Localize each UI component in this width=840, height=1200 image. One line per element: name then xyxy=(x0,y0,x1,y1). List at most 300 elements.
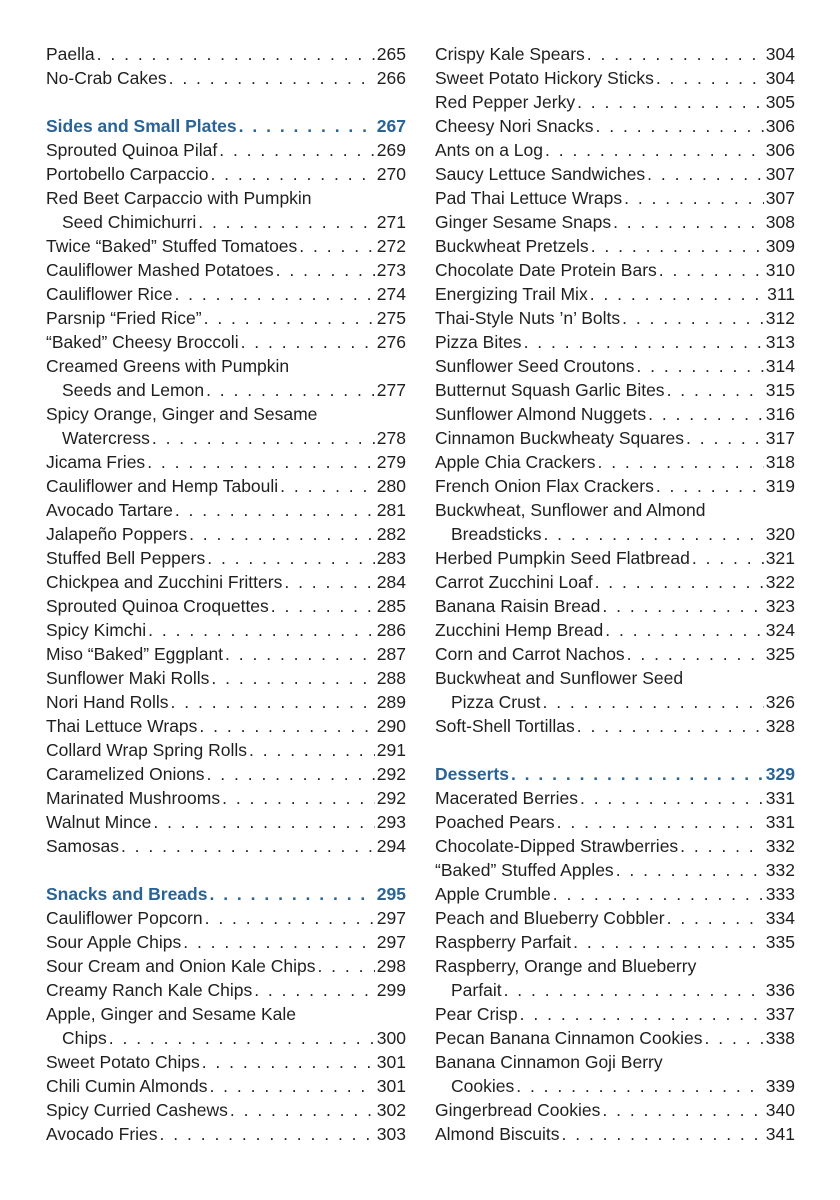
page-number: 302 xyxy=(376,1100,406,1120)
entry-title: Breadsticks xyxy=(451,524,542,544)
page-number: 300 xyxy=(376,1028,406,1048)
index-entry xyxy=(46,834,406,858)
entry-title: Spicy Curried Cashews xyxy=(46,1100,228,1120)
page-number: 304 xyxy=(765,44,795,64)
entry-title: Seed Chimichurri xyxy=(62,212,197,232)
section-heading xyxy=(435,762,795,786)
page-number: 287 xyxy=(376,644,406,664)
dot-leader xyxy=(705,1026,764,1050)
dot-leader xyxy=(198,210,375,234)
index-entry xyxy=(46,426,406,450)
index-entry xyxy=(435,810,795,834)
index-entry xyxy=(46,282,406,306)
index-entry xyxy=(435,42,795,66)
entry-title: Crispy Kale Spears xyxy=(435,44,585,64)
index-entry xyxy=(46,786,406,810)
entry-title: Pear Crisp xyxy=(435,1004,518,1024)
page-number: 322 xyxy=(765,572,795,592)
dot-leader xyxy=(152,426,375,450)
dot-leader xyxy=(210,162,374,186)
page-number: 299 xyxy=(376,980,406,1000)
dot-leader xyxy=(206,378,375,402)
entry-title: Buckwheat and Sunflower Seed xyxy=(435,668,684,688)
entry-title: Poached Pears xyxy=(435,812,555,832)
index-entry xyxy=(46,978,406,1002)
dot-leader xyxy=(596,114,764,138)
dot-leader xyxy=(230,1098,375,1122)
dot-leader xyxy=(147,450,375,474)
index-entry xyxy=(46,354,406,378)
index-entry xyxy=(46,402,406,426)
index-entry xyxy=(46,162,406,186)
index-entry xyxy=(435,882,795,906)
entry-title: Sunflower Almond Nuggets xyxy=(435,404,647,424)
page-number: 278 xyxy=(376,428,406,448)
entry-title: Sweet Potato Hickory Sticks xyxy=(435,68,654,88)
entry-title: Stuffed Bell Peppers xyxy=(46,548,206,568)
page-number: 297 xyxy=(376,908,406,928)
dot-leader xyxy=(616,858,764,882)
entry-title: Buckwheat, Sunflower and Almond xyxy=(435,500,706,520)
entry-title: Herbed Pumpkin Seed Flatbread xyxy=(435,548,690,568)
entry-title: Spicy Orange, Ginger and Sesame xyxy=(46,404,318,424)
dot-leader xyxy=(189,522,375,546)
dot-leader xyxy=(97,42,375,66)
index-entry xyxy=(435,402,795,426)
index-entry xyxy=(46,522,406,546)
index-entry xyxy=(435,642,795,666)
entry-title: Energizing Trail Mix xyxy=(435,284,588,304)
index-entry xyxy=(46,1026,406,1050)
dot-leader xyxy=(553,882,764,906)
page-number: 284 xyxy=(376,572,406,592)
dot-leader xyxy=(504,978,764,1002)
index-entry xyxy=(435,906,795,930)
dot-leader xyxy=(647,162,764,186)
page-number: 321 xyxy=(765,548,795,568)
entry-title: Raspberry Parfait xyxy=(435,932,572,952)
dot-leader xyxy=(680,834,764,858)
dot-leader xyxy=(590,282,765,306)
entry-title: Ginger Sesame Snaps xyxy=(435,212,612,232)
index-entry xyxy=(435,522,795,546)
dot-leader xyxy=(659,258,764,282)
dot-leader xyxy=(225,642,375,666)
entry-title: Cauliflower Mashed Potatoes xyxy=(46,260,274,280)
page-number: 336 xyxy=(765,980,795,1000)
index-entry xyxy=(46,762,406,786)
entry-title: Collard Wrap Spring Rolls xyxy=(46,740,248,760)
dot-leader xyxy=(207,546,375,570)
index-entry xyxy=(46,570,406,594)
dot-leader xyxy=(667,906,764,930)
entry-title: Parsnip “Fried Rice” xyxy=(46,308,202,328)
entry-title: Cauliflower Rice xyxy=(46,284,173,304)
dot-leader xyxy=(686,426,764,450)
page-number: 291 xyxy=(376,740,406,760)
page-number: 311 xyxy=(767,284,795,304)
index-entry xyxy=(435,786,795,810)
entry-title: Chips xyxy=(62,1028,107,1048)
entry-title: Marinated Mushrooms xyxy=(46,788,221,808)
entry-title: Samosas xyxy=(46,836,119,856)
index-entry xyxy=(435,186,795,210)
page-number: 277 xyxy=(376,380,406,400)
page-number: 286 xyxy=(376,620,406,640)
entry-title: Apple, Ginger and Sesame Kale xyxy=(46,1004,297,1024)
page-number: 298 xyxy=(376,956,406,976)
page-number: 325 xyxy=(765,644,795,664)
page-number: 267 xyxy=(376,116,406,136)
entry-title: Saucy Lettuce Sandwiches xyxy=(435,164,646,184)
page-number: 275 xyxy=(376,308,406,328)
entry-title: Cheesy Nori Snacks xyxy=(435,116,594,136)
index-entry xyxy=(46,1074,406,1098)
page-number: 313 xyxy=(765,332,795,352)
entry-title: Seeds and Lemon xyxy=(62,380,205,400)
section-gap xyxy=(435,738,795,762)
index-entry xyxy=(435,834,795,858)
page-number: 338 xyxy=(765,1028,795,1048)
entry-title: Chili Cumin Almonds xyxy=(46,1076,208,1096)
entry-title: Chocolate Date Protein Bars xyxy=(435,260,657,280)
section-heading-title: Sides and Small Plates xyxy=(46,116,237,136)
page-number: 316 xyxy=(765,404,795,424)
page-number: 306 xyxy=(765,140,795,160)
page-number: 310 xyxy=(765,260,795,280)
dot-leader xyxy=(222,786,375,810)
dot-leader xyxy=(577,90,764,114)
index-entry xyxy=(46,738,406,762)
page-number: 280 xyxy=(376,476,406,496)
entry-title: Chocolate-Dipped Strawberries xyxy=(435,836,679,856)
dot-leader xyxy=(207,762,375,786)
dot-leader xyxy=(271,594,375,618)
entry-title: Corn and Carrot Nachos xyxy=(435,644,625,664)
entry-title: Soft-Shell Tortillas xyxy=(435,716,575,736)
index-entry xyxy=(46,474,406,498)
dot-leader xyxy=(284,570,374,594)
entry-title: Zucchini Hemp Bread xyxy=(435,620,604,640)
dot-leader xyxy=(219,138,375,162)
page-number: 319 xyxy=(765,476,795,496)
page-number: 332 xyxy=(765,860,795,880)
dot-leader xyxy=(624,186,764,210)
page-number: 269 xyxy=(376,140,406,160)
entry-title: Apple Chia Crackers xyxy=(435,452,596,472)
page-number: 331 xyxy=(765,788,795,808)
dot-leader xyxy=(577,714,764,738)
dot-leader xyxy=(656,474,764,498)
index-entry xyxy=(435,474,795,498)
page-number: 323 xyxy=(765,596,795,616)
page-number: 337 xyxy=(765,1004,795,1024)
index-entry xyxy=(435,1098,795,1122)
page-number: 289 xyxy=(376,692,406,712)
page-number: 265 xyxy=(376,44,406,64)
dot-leader xyxy=(160,1122,375,1146)
entry-title: Raspberry, Orange and Blueberry xyxy=(435,956,697,976)
index-entry xyxy=(435,570,795,594)
index-entry xyxy=(46,546,406,570)
page-number: 309 xyxy=(765,236,795,256)
page-number: 314 xyxy=(765,356,795,376)
entry-title: Apple Crumble xyxy=(435,884,551,904)
page-number: 307 xyxy=(765,164,795,184)
dot-leader xyxy=(239,114,375,138)
entry-title: Red Beet Carpaccio with Pumpkin xyxy=(46,188,312,208)
page-number: 295 xyxy=(376,884,406,904)
index-entry xyxy=(46,330,406,354)
dot-leader xyxy=(622,306,764,330)
page-number: 329 xyxy=(765,764,795,784)
index-entry xyxy=(435,354,795,378)
index-entry xyxy=(435,1002,795,1026)
index-entry xyxy=(46,378,406,402)
page-number: 271 xyxy=(376,212,406,232)
page-number: 297 xyxy=(376,932,406,952)
page-number: 288 xyxy=(376,668,406,688)
entry-title: Peach and Blueberry Cobbler xyxy=(435,908,665,928)
dot-leader xyxy=(562,1122,764,1146)
entry-title: Creamy Ranch Kale Chips xyxy=(46,980,253,1000)
index-entry xyxy=(46,690,406,714)
section-gap xyxy=(46,858,406,882)
page-number: 270 xyxy=(376,164,406,184)
dot-leader xyxy=(209,1074,374,1098)
dot-leader xyxy=(627,642,764,666)
entry-title: Cinnamon Buckwheaty Squares xyxy=(435,428,685,448)
dot-leader xyxy=(299,234,375,258)
section-heading-title: Desserts xyxy=(435,764,509,784)
index-entry xyxy=(46,1122,406,1146)
dot-leader xyxy=(205,906,375,930)
dot-leader xyxy=(199,714,374,738)
index-entry xyxy=(46,66,406,90)
entry-title: Watercress xyxy=(62,428,150,448)
index-entry xyxy=(435,1074,795,1098)
index-entry xyxy=(46,594,406,618)
index-entry xyxy=(435,1050,795,1074)
index-entry xyxy=(435,858,795,882)
index-entry xyxy=(435,426,795,450)
page-number: 279 xyxy=(376,452,406,472)
dot-leader xyxy=(591,234,764,258)
dot-leader xyxy=(597,450,763,474)
dot-leader xyxy=(169,66,375,90)
dot-leader xyxy=(254,978,375,1002)
index-entry xyxy=(435,978,795,1002)
page-number: 301 xyxy=(376,1076,406,1096)
dot-leader xyxy=(557,810,764,834)
page-number: 308 xyxy=(765,212,795,232)
entry-title: Walnut Mince xyxy=(46,812,152,832)
dot-leader xyxy=(121,834,375,858)
entry-title: Sunflower Maki Rolls xyxy=(46,668,210,688)
dot-leader xyxy=(520,1002,764,1026)
entry-title: Banana Raisin Bread xyxy=(435,596,601,616)
section-heading-title: Snacks and Breads xyxy=(46,884,208,904)
index-entry xyxy=(435,282,795,306)
index-entry xyxy=(435,930,795,954)
page-number: 341 xyxy=(765,1124,795,1144)
index-entry xyxy=(46,498,406,522)
section-heading xyxy=(46,114,406,138)
entry-title: Sunflower Seed Croutons xyxy=(435,356,635,376)
page-number: 324 xyxy=(765,620,795,640)
dot-leader xyxy=(211,666,374,690)
index-entry xyxy=(46,306,406,330)
dot-leader xyxy=(153,810,374,834)
index-entry xyxy=(46,186,406,210)
entry-title: Sour Apple Chips xyxy=(46,932,182,952)
dot-leader xyxy=(580,786,764,810)
dot-leader xyxy=(605,618,764,642)
page-number: 318 xyxy=(765,452,795,472)
index-entry xyxy=(435,1026,795,1050)
dot-leader xyxy=(280,474,375,498)
entry-title: Parfait xyxy=(451,980,502,1000)
dot-leader xyxy=(595,570,764,594)
index-entry xyxy=(435,546,795,570)
dot-leader xyxy=(202,1050,375,1074)
index-entry xyxy=(46,714,406,738)
entry-title: Pad Thai Lettuce Wraps xyxy=(435,188,623,208)
entry-title: Paella xyxy=(46,44,95,64)
page-number: 331 xyxy=(765,812,795,832)
page-number: 305 xyxy=(765,92,795,112)
page-number: 334 xyxy=(765,908,795,928)
dot-leader xyxy=(109,1026,375,1050)
entry-title: French Onion Flax Crackers xyxy=(435,476,654,496)
page-number: 290 xyxy=(376,716,406,736)
section-heading xyxy=(46,882,406,906)
entry-title: No-Crab Cakes xyxy=(46,68,167,88)
section-gap xyxy=(46,90,406,114)
dot-leader xyxy=(648,402,764,426)
dot-leader xyxy=(249,738,375,762)
entry-title: Ants on a Log xyxy=(435,140,543,160)
page-number: 335 xyxy=(765,932,795,952)
entry-title: Butternut Squash Garlic Bites xyxy=(435,380,665,400)
index-entry xyxy=(46,906,406,930)
index-entry xyxy=(435,210,795,234)
index-entry xyxy=(46,642,406,666)
dot-leader xyxy=(209,882,374,906)
index-entry xyxy=(46,42,406,66)
index-entry xyxy=(435,714,795,738)
page-number: 340 xyxy=(765,1100,795,1120)
entry-title: Carrot Zucchini Loaf xyxy=(435,572,593,592)
page-number: 339 xyxy=(765,1076,795,1096)
entry-title: Miso “Baked” Eggplant xyxy=(46,644,224,664)
dot-leader xyxy=(602,594,763,618)
entry-title: Chickpea and Zucchini Fritters xyxy=(46,572,283,592)
entry-title: Sprouted Quinoa Croquettes xyxy=(46,596,269,616)
page-number: 276 xyxy=(376,332,406,352)
index-entry xyxy=(435,1122,795,1146)
entry-title: Almond Biscuits xyxy=(435,1124,560,1144)
dot-leader xyxy=(317,954,374,978)
page-number: 317 xyxy=(765,428,795,448)
dot-leader xyxy=(524,330,764,354)
index-entry xyxy=(435,618,795,642)
entry-title: “Baked” Cheesy Broccoli xyxy=(46,332,239,352)
index-entry xyxy=(46,258,406,282)
dot-leader xyxy=(542,690,763,714)
dot-leader xyxy=(692,546,764,570)
index-entry xyxy=(46,954,406,978)
page-number: 282 xyxy=(376,524,406,544)
entry-title: Thai-Style Nuts ’n’ Bolts xyxy=(435,308,621,328)
dot-leader xyxy=(656,66,764,90)
entry-title: Gingerbread Cookies xyxy=(435,1100,601,1120)
entry-title: Cauliflower and Hemp Tabouli xyxy=(46,476,279,496)
index-entry xyxy=(435,162,795,186)
dot-leader xyxy=(636,354,763,378)
page-number: 292 xyxy=(376,764,406,784)
page-number: 293 xyxy=(376,812,406,832)
page-number: 274 xyxy=(376,284,406,304)
page-number: 333 xyxy=(765,884,795,904)
page-number: 315 xyxy=(765,380,795,400)
index-entry xyxy=(46,1050,406,1074)
entry-title: Sprouted Quinoa Pilaf xyxy=(46,140,218,160)
entry-title: Twice “Baked” Stuffed Tomatoes xyxy=(46,236,298,256)
dot-leader xyxy=(171,690,375,714)
index-entry xyxy=(435,378,795,402)
index-entry xyxy=(435,594,795,618)
page-number: 312 xyxy=(765,308,795,328)
entry-title: Sweet Potato Chips xyxy=(46,1052,200,1072)
entry-title: Cauliflower Popcorn xyxy=(46,908,203,928)
index-column-left xyxy=(46,42,406,1146)
index-entry xyxy=(46,234,406,258)
index-entry xyxy=(46,930,406,954)
index-column-right xyxy=(435,42,795,1146)
entry-title: Buckwheat Pretzels xyxy=(435,236,589,256)
index-entry xyxy=(46,1098,406,1122)
index-entry xyxy=(46,810,406,834)
entry-title: Avocado Tartare xyxy=(46,500,173,520)
entry-title: Red Pepper Jerky xyxy=(435,92,576,112)
entry-title: Cookies xyxy=(451,1076,515,1096)
index-entry xyxy=(46,618,406,642)
dot-leader xyxy=(613,210,764,234)
index-entry xyxy=(435,306,795,330)
entry-title: Pecan Banana Cinnamon Cookies xyxy=(435,1028,703,1048)
entry-title: Jalapeño Poppers xyxy=(46,524,188,544)
entry-title: Pizza Bites xyxy=(435,332,522,352)
dot-leader xyxy=(516,1074,764,1098)
dot-leader xyxy=(204,306,375,330)
page-number: 273 xyxy=(376,260,406,280)
page-number: 283 xyxy=(376,548,406,568)
page-number: 320 xyxy=(765,524,795,544)
entry-title: Caramelized Onions xyxy=(46,764,205,784)
entry-title: “Baked” Stuffed Apples xyxy=(435,860,614,880)
dot-leader xyxy=(667,378,764,402)
entry-title: Pizza Crust xyxy=(451,692,541,712)
page-number: 303 xyxy=(376,1124,406,1144)
index-entry xyxy=(46,138,406,162)
page-number: 326 xyxy=(765,692,795,712)
entry-title: Creamed Greens with Pumpkin xyxy=(46,356,290,376)
page-number: 294 xyxy=(376,836,406,856)
dot-leader xyxy=(587,42,764,66)
index-entry xyxy=(46,666,406,690)
index-entry xyxy=(435,66,795,90)
